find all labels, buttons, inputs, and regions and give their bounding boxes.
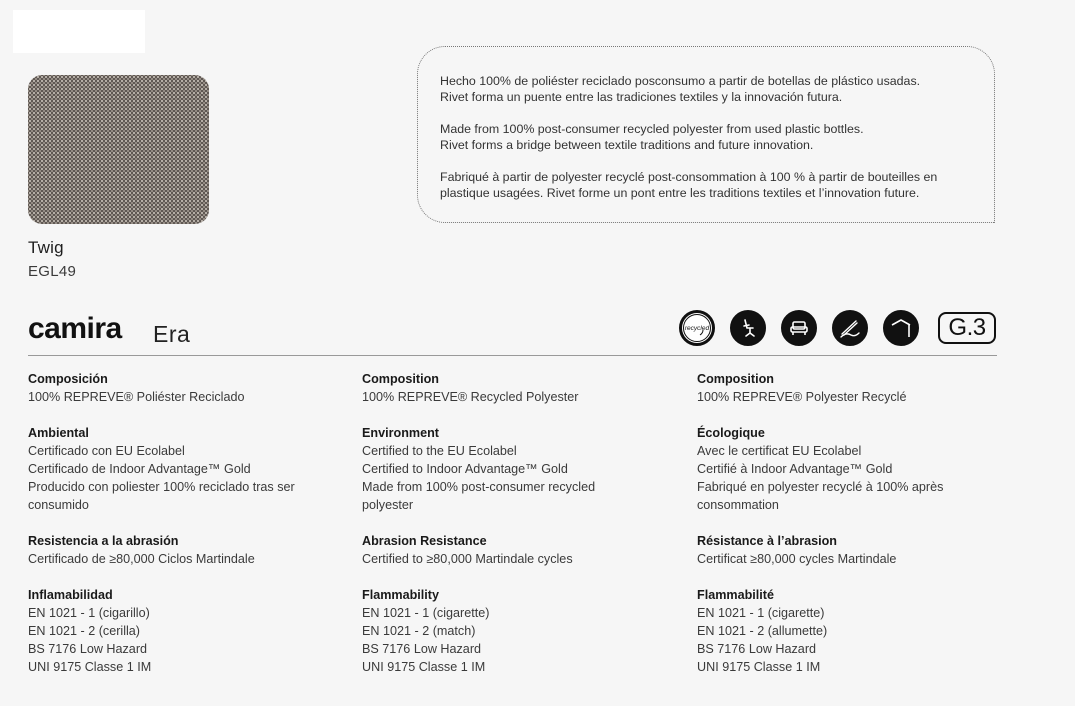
- spec-section: [697, 424, 997, 514]
- spec-heading: Ambiental: [28, 426, 89, 440]
- spec-line: UNI 9175 Classe 1 IM: [697, 660, 821, 674]
- description-fr: Fabriqué à partir de polyester recyclé post-consommation à 100 % à partir de bouteilles en plastique usagées. Rivet forme un pont entre les traditions textiles et l’innovation future.: [440, 170, 938, 200]
- spec-line: consommation: [697, 498, 779, 512]
- spec-section: [28, 586, 328, 676]
- spec-line: UNI 9175 Classe 1 IM: [362, 660, 486, 674]
- color-name: Twig: [28, 238, 64, 257]
- spec-section: [362, 370, 662, 406]
- brand-logo: camira: [28, 312, 122, 345]
- grade-badge: G.3: [938, 312, 996, 344]
- spec-section: [28, 424, 328, 514]
- description-en: Made from 100% post-consumer recycled polyester from used plastic bottles. Rivet forms a bridge between textile traditions and future innovation.: [440, 122, 864, 152]
- spec-line: Avec le certificat EU Ecolabel: [697, 444, 862, 458]
- divider: [28, 355, 997, 356]
- spec-line: Made from 100% post-consumer recycled: [362, 480, 596, 494]
- spec-heading: Résistance à l’abrasion: [697, 534, 837, 548]
- office-chair-icon: [730, 310, 766, 346]
- spec-section: [697, 370, 997, 406]
- spec-line: EN 1021 - 1 (cigarette): [697, 606, 825, 620]
- spec-column-en: [362, 370, 662, 694]
- spec-line: EN 1021 - 1 (cigarillo): [28, 606, 150, 620]
- spec-heading: Écologique: [697, 426, 765, 440]
- spec-line: Certified to Indoor Advantage™ Gold: [362, 462, 568, 476]
- spec-line: Certified to ≥80,000 Martindale cycles: [362, 552, 573, 566]
- logo-placeholder: [13, 10, 145, 53]
- spec-line: Certificado con EU Ecolabel: [28, 444, 185, 458]
- spec-line: EN 1021 - 2 (allumette): [697, 624, 828, 638]
- spec-heading: Environment: [362, 426, 439, 440]
- spec-section: [697, 586, 997, 676]
- spec-line: EN 1021 - 1 (cigarette): [362, 606, 490, 620]
- svg-text:recycled: recycled: [684, 325, 710, 332]
- spec-heading: Flammabilité: [697, 588, 774, 602]
- needle-icon: [832, 310, 868, 346]
- spec-line: 100% REPREVE® Polyester Recyclé: [697, 390, 907, 404]
- spec-line: polyester: [362, 498, 414, 512]
- spec-heading: Resistencia a la abrasión: [28, 534, 179, 548]
- spec-column-fr: [697, 370, 997, 694]
- spec-line: Certified to the EU Ecolabel: [362, 444, 517, 458]
- spec-section: [362, 586, 662, 676]
- sofa-icon: [781, 310, 817, 346]
- spec-line: Certificat ≥80,000 cycles Martindale: [697, 552, 897, 566]
- spec-line: 100% REPREVE® Poliéster Reciclado: [28, 390, 245, 404]
- spec-line: BS 7176 Low Hazard: [362, 642, 482, 656]
- spec-line: 100% REPREVE® Recycled Polyester: [362, 390, 579, 404]
- spec-line: BS 7176 Low Hazard: [697, 642, 817, 656]
- spec-heading: Composition: [362, 372, 439, 386]
- collection-name: Era: [153, 321, 191, 347]
- spec-line: consumido: [28, 498, 89, 512]
- spec-line: Producido con poliester 100% reciclado tras ser: [28, 480, 295, 494]
- spec-heading: Composition: [697, 372, 774, 386]
- roof-icon: [883, 310, 919, 346]
- spec-section: [362, 424, 662, 514]
- spec-heading: Composición: [28, 372, 108, 386]
- color-code: EGL49: [28, 263, 77, 280]
- spec-heading: Inflamabilidad: [28, 588, 113, 602]
- spec-heading: Flammability: [362, 588, 439, 602]
- fabric-swatch-image: [28, 75, 209, 224]
- spec-line: Certificado de Indoor Advantage™ Gold: [28, 462, 251, 476]
- spec-section: [28, 370, 328, 406]
- spec-section: [362, 532, 662, 568]
- spec-section: [697, 532, 997, 568]
- spec-line: BS 7176 Low Hazard: [28, 642, 148, 656]
- spec-line: EN 1021 - 2 (cerilla): [28, 624, 140, 638]
- recycled-icon: [679, 310, 715, 346]
- spec-line: Fabriqué en polyester recyclé à 100% après: [697, 480, 944, 494]
- spec-line: Certifié à Indoor Advantage™ Gold: [697, 462, 893, 476]
- spec-section: [28, 532, 328, 568]
- spec-line: Certificado de ≥80,000 Ciclos Martindale: [28, 552, 255, 566]
- description-es: Hecho 100% de poliéster reciclado posconsumo a partir de botellas de plástico usadas. Rivet forma un puente entre las tradiciones textiles y la innovación futura.: [440, 74, 921, 104]
- spec-heading: Abrasion Resistance: [362, 534, 487, 548]
- spec-column-es: [28, 370, 328, 694]
- description-box: [417, 46, 995, 223]
- spec-line: UNI 9175 Classe 1 IM: [28, 660, 152, 674]
- spec-line: EN 1021 - 2 (match): [362, 624, 476, 638]
